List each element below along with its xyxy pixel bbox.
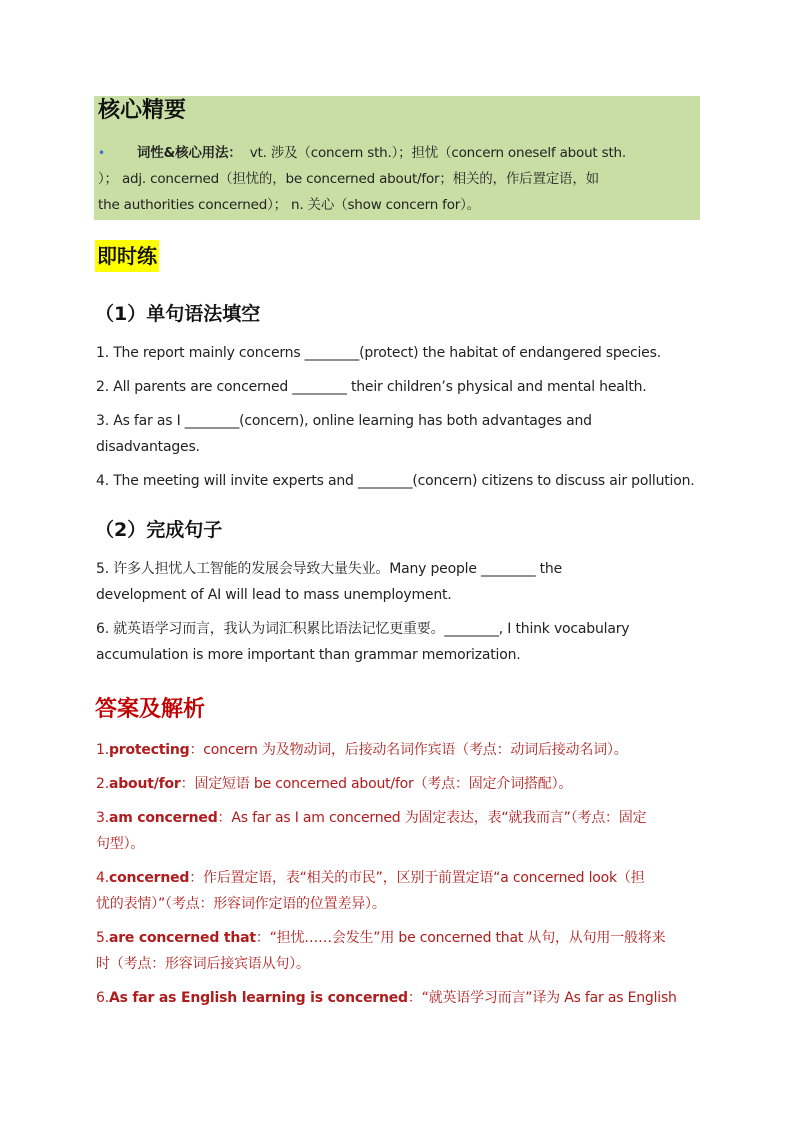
answer-num: 1. xyxy=(96,742,109,758)
answer-4-cont: 忧的表情）”（考点：形容词作定语的位置差异）。 xyxy=(96,896,386,912)
answer-explanation: ：固定短语 be concerned about/for（考点：固定介词搭配）。 xyxy=(180,776,573,792)
answer-num: 5. xyxy=(96,930,109,946)
answer-explanation: ：concern 为及物动词，后接动名词作宾语（考点：动词后接动名词）。 xyxy=(189,742,628,758)
practice-heading: 即时练 xyxy=(95,240,159,272)
section-2-heading: （2）完成句子 xyxy=(95,519,223,541)
answer-num: 6. xyxy=(96,990,109,1006)
answer-num: 2. xyxy=(96,776,109,792)
answer-explanation: ：“就英语学习而言”译为 As far as English xyxy=(407,990,677,1006)
core-label: 词性&核心用法： xyxy=(136,145,242,161)
question-4: 4. The meeting will invite experts and ________(concern) citizens to discuss air pollution. xyxy=(96,473,695,489)
answer-5 xyxy=(96,925,696,951)
answer-explanation: ：作后置定语，表“相关的市民”，区别于前置定语“a concerned look（担 xyxy=(189,870,645,886)
answer-key: protecting xyxy=(108,742,190,758)
question-6-cont: accumulation is more important than grammar memorization. xyxy=(96,647,521,663)
core-line-2: ）； adj. concerned（担忧的，be concerned about/for；相关的，作后置定语，如 xyxy=(98,171,599,187)
answers-heading: 答案及解析 xyxy=(95,697,206,722)
core-summary-box xyxy=(94,96,700,220)
answer-explanation: ：“担忧……会发生”用 be concerned that 从句，从句用一般将来 xyxy=(255,930,666,946)
question-1: 1. The report mainly concerns ________(protect) the habitat of endangered species. xyxy=(96,345,661,361)
question-6: 6. 就英语学习而言，我认为词汇积累比语法记忆更重要。________, I think vocabulary xyxy=(96,621,630,637)
answer-key: concerned xyxy=(108,870,190,886)
core-line-1 xyxy=(98,140,696,166)
answer-1 xyxy=(96,737,696,763)
answer-key: are concerned that xyxy=(108,930,256,946)
question-2: 2. All parents are concerned ________ their children’s physical and mental health. xyxy=(96,379,647,395)
answer-4 xyxy=(96,865,696,891)
question-5: 5. 许多人担忧人工智能的发展会导致大量失业。Many people ________ the xyxy=(96,561,563,577)
answer-key: about/for xyxy=(108,776,181,792)
bullet-icon: • xyxy=(98,146,105,160)
core-line-3: the authorities concerned）； n. 关心（show concern for）。 xyxy=(98,197,480,213)
answer-key: am concerned xyxy=(108,810,218,826)
answer-explanation: ：As far as I am concerned 为固定表达，表“就我而言”（考点：固定 xyxy=(217,810,647,826)
answer-2 xyxy=(96,771,696,797)
answer-num: 3. xyxy=(96,810,109,826)
answer-num: 4. xyxy=(96,870,109,886)
question-3-cont: disadvantages. xyxy=(96,439,200,455)
question-5-cont: development of AI will lead to mass unemployment. xyxy=(96,587,452,603)
core-text-1: vt. 涉及（concern sth.）；担忧（concern oneself about sth. xyxy=(249,145,626,161)
answer-3 xyxy=(96,805,696,831)
answer-key: As far as English learning is concerned xyxy=(108,990,408,1006)
answer-5-cont: 时（考点：形容词后接宾语从句）。 xyxy=(96,956,310,972)
answer-3-cont: 句型）。 xyxy=(96,836,145,852)
answer-6 xyxy=(96,985,696,1011)
question-3: 3. As far as I ________(concern), online learning has both advantages and xyxy=(96,413,592,429)
core-title: 核心精要 xyxy=(98,98,187,123)
section-1-heading: （1）单句语法填空 xyxy=(95,303,261,325)
core-body xyxy=(98,140,696,218)
